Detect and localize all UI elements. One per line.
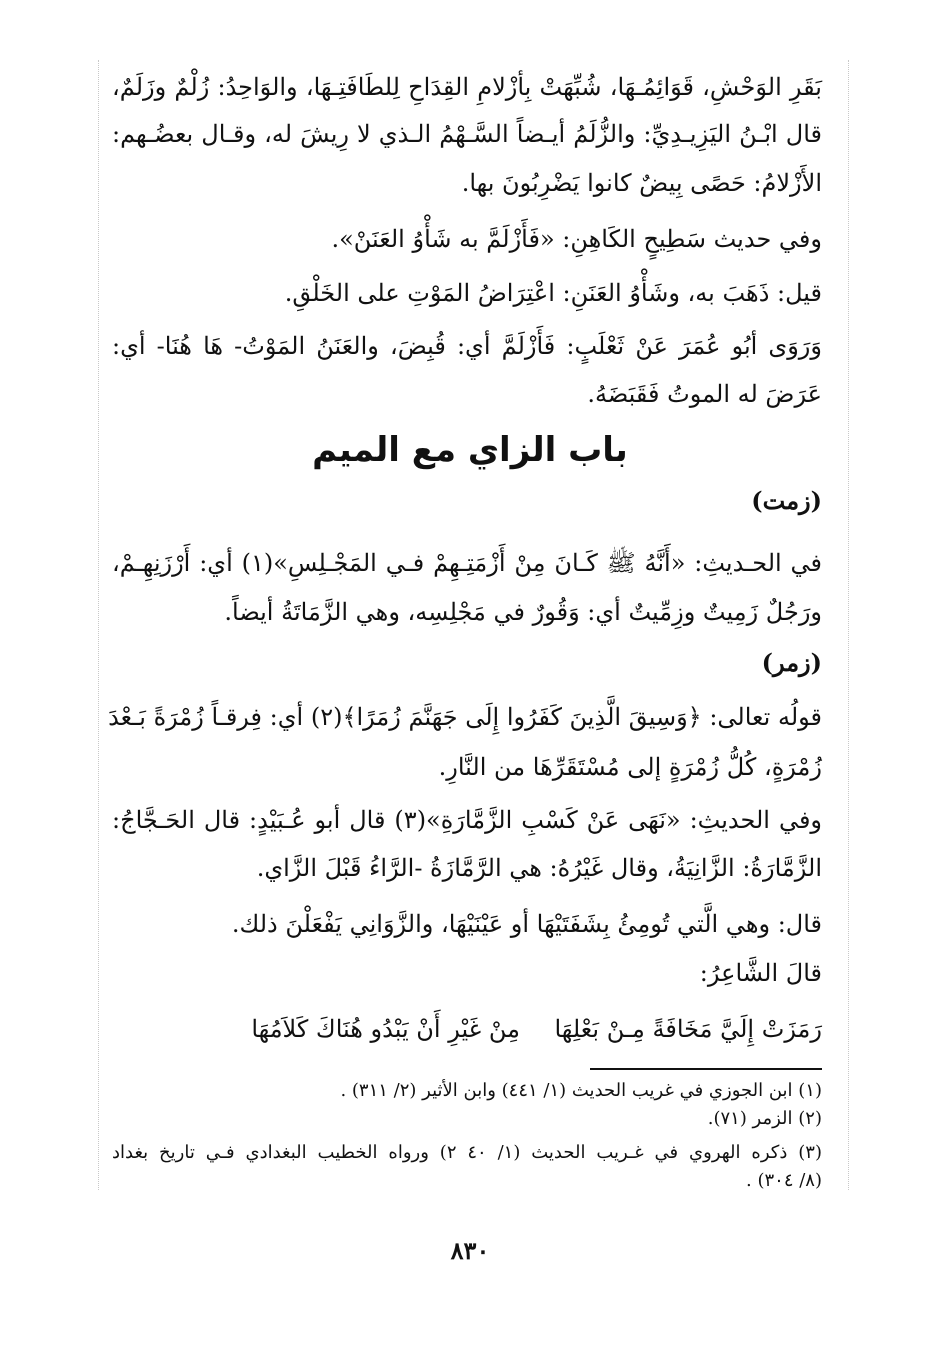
body-line: قولُه تعالى: ﴿وَسِيقَ الَّذِينَ كَفَرُوا إِلَى جَهَنَّمَ زُمَرًا﴾(٢) أي: فِرقـاً زُمْرَةً بَـعْدَ xyxy=(108,703,822,731)
chapter-title: باب الزاي مع الميم xyxy=(312,430,628,470)
body-line: قيل: ذَهَبَ به، وشَأْوُ العَنَنِ: اعْتِرَاضُ المَوْتِ على الخَلْقِ. xyxy=(284,279,822,307)
poem-second-hemistich: مِنْ غَيْرِ أَنْ يَبْدُو هُنَاكَ كَلاَمُهَا xyxy=(251,1015,520,1043)
section-title: (زمر) xyxy=(761,648,822,677)
footnote-separator xyxy=(590,1068,822,1070)
footnote: (٣) ذكره الهروي في غـريب الحديث (١/ ٤٠ ٢) ورواه الخطيب البغدادي فـي تاريخ بغداد xyxy=(112,1142,822,1163)
body-line: قال: وهي الَّتي تُومِئُ بِشَفَتَيْهَا أو عَيْنَيْهَا، والزَّوَانِي يَفْعَلْنَ ذلك. xyxy=(231,910,822,938)
footnote: (١) ابن الجوزي في غريب الحديث (١/ ٤٤١) وابن الأثير (٢/ ٣١١) . xyxy=(340,1080,822,1101)
body-line: بَقَرِ الوَحْشِ، قَوَائِمُـهَا، شُبِّهَتْ بِأزْلامِ القِدَاحِ لِلطَافَتِـهَا، والوَاحِدُ: زُلْمٌ وزَلَمٌ، xyxy=(112,73,822,101)
footnote: (٨/ ٣٠٤) . xyxy=(746,1170,822,1191)
body-line: وفي الحديثِ: «نَهَى عَنْ كَسْبِ الزَّمَّارَةِ»(٣) قال أبو عُـبَيْدٍ: قال الحَـجَّاجُ: xyxy=(112,806,823,834)
body-line: الزَّمَّارَةُ: الزَّانِيَةُ، وقال غَيْرُهُ: هي الرَّمَّازَةُ -الرَّاءُ قَبْلَ الزَّاي. xyxy=(256,854,822,882)
body-line: وفي حديث سَطِيحٍ الكَاهِنِ: «فَأَزْلَمَّ به شَأْوُ العَنَنْ». xyxy=(331,225,822,253)
body-line: وَرَوَى أبُو عُمَرَ عَنْ ثَعْلَبٍ: فَأَزْلَمَّ أي: قُبِضَ، والعَنَنُ المَوْتُ- هَا هُنَا- أي: xyxy=(112,332,822,360)
margin-guide-right xyxy=(848,60,849,1190)
body-line: قالَ الشَّاعِرُ: xyxy=(699,959,822,987)
page-number: ٨٣٠ xyxy=(450,1236,490,1265)
footnote: (٢) الزمر (٧١). xyxy=(707,1108,822,1129)
body-line: الأَزْلامُ: حَصًى بِيضٌ كانوا يَضْرِبُونَ بها. xyxy=(461,169,822,197)
section-title: (زمت) xyxy=(751,486,822,515)
body-line: ورَجُلٌ زَمِيتٌ وزِمِّيتٌ أي: وَقُورٌ في مَجْلِسِه، وهي الزَّمَاتَةُ أيضاً. xyxy=(224,598,822,626)
margin-guide-left xyxy=(98,60,99,1190)
body-line: زُمْرَةٍ، كُلُّ زُمْرَةٍ إلى مُسْتَقَرِّهَا من النَّارِ. xyxy=(438,753,822,781)
body-line: قال ابْـنُ اليَزِيـدِيِّ: والزُّلَمُ أيـضاً السَّـهْمُ الـذي لا رِيشَ له، وقـال بعضُـهم: xyxy=(112,120,822,148)
body-line: عَرَضَ له الموتُ فَقَبَضَهُ. xyxy=(587,380,822,408)
body-line: في الحـديثِ: «أَنَّهُ ﷺ كَـانَ مِنْ أَزْمَتِـهِمْ فـي المَجْـلِسِ»(١) أي: أَرْزَنِهِـمْ، xyxy=(112,549,823,577)
poem-first-hemistich: رَمَزَتْ إِلَيَّ مَخَافَةً مِـنْ بَعْلِهَا xyxy=(554,1015,822,1043)
